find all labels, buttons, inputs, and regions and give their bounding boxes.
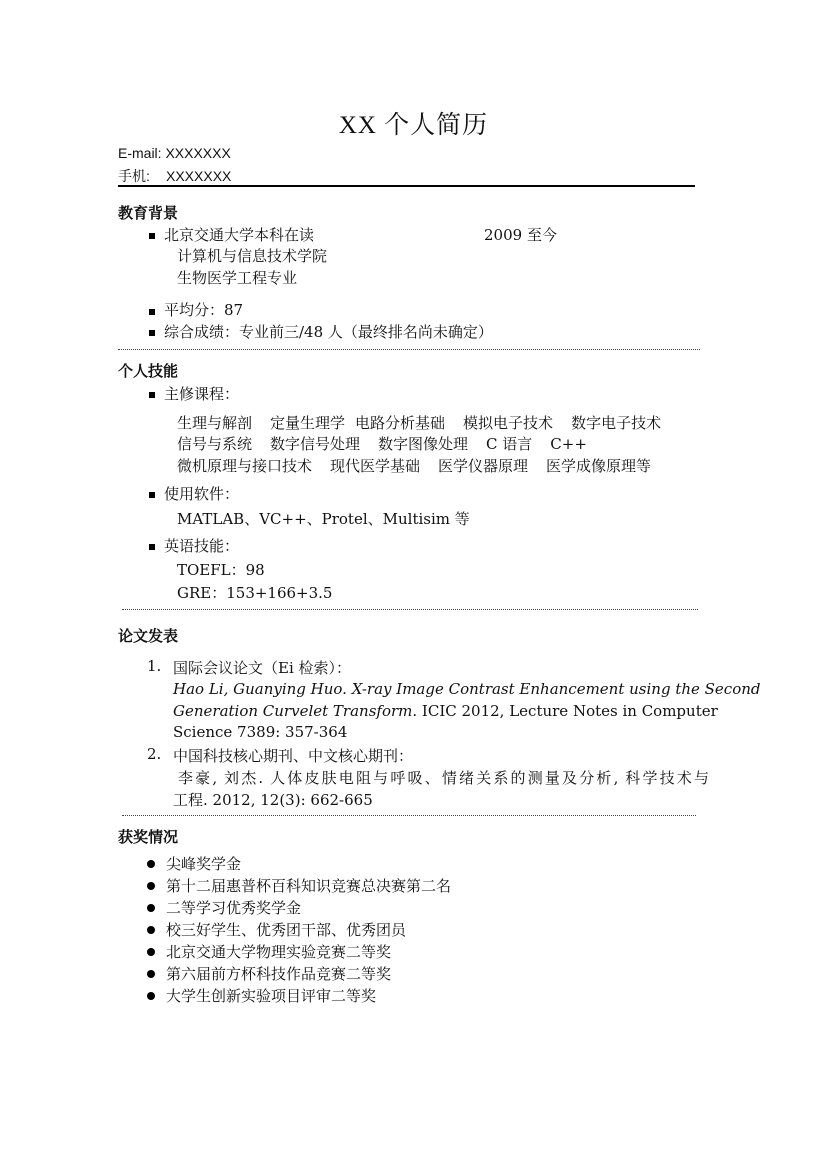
bullet-dot-icon <box>147 948 155 956</box>
education-major: 生物医学工程专业 <box>177 269 298 287</box>
paper-citation-line: 李豪, 刘杰. 人体皮肤电阻与呼吸、情绪关系的测量及分析, 科学技术与 <box>178 769 709 787</box>
award-item: 大学生创新实验项目评审二等奖 <box>166 987 377 1005</box>
award-item: 二等学习优秀奖学金 <box>166 899 302 917</box>
education-gpa: 平均分：87 <box>164 301 244 319</box>
course-item: 现代医学基础 <box>330 457 421 475</box>
paper-category: 国际会议论文（Ei 检索）： <box>173 659 352 677</box>
course-item: 生理与解剖 <box>177 414 253 432</box>
courses-row <box>177 433 587 454</box>
papers-heading: 论文发表 <box>118 627 179 645</box>
paper-citation-line <box>173 702 718 720</box>
bullet-square-icon <box>149 492 155 498</box>
section-divider <box>122 609 698 610</box>
award-item: 第十二届惠普杯百科知识竞赛总决赛第二名 <box>166 877 452 895</box>
bullet-dot-icon <box>147 992 155 1000</box>
courses-row <box>177 455 651 476</box>
phone-line <box>118 166 231 186</box>
bullet-square-icon <box>149 330 155 336</box>
education-ranking: 综合成绩：专业前三/48 人（最终排名尚未确定） <box>164 323 493 341</box>
phone-value: XXXXXXX <box>166 168 232 184</box>
paper-citation-line: 工程. 2012, 12(3): 662-665 <box>173 791 373 809</box>
paper-number: 2. <box>147 745 162 763</box>
paper-venue-part: . ICIC 2012, Lecture Notes in Computer <box>412 702 718 720</box>
courses-label: 主修课程： <box>164 385 240 403</box>
bullet-square-icon <box>149 233 155 239</box>
award-item: 尖峰奖学金 <box>166 855 242 873</box>
bullet-dot-icon <box>147 904 155 912</box>
course-item: C 语言 <box>486 435 533 453</box>
course-item: 医学成像原理等 <box>546 457 652 475</box>
course-item: 模拟电子技术 <box>463 414 554 432</box>
page-title: XX 个人简历 <box>338 112 489 139</box>
award-item: 校三好学生、优秀团干部、优秀团员 <box>166 921 407 939</box>
email-line: E-mail: XXXXXXX <box>118 145 231 161</box>
education-heading: 教育背景 <box>118 204 179 222</box>
course-item: 电路分析基础 <box>355 414 446 432</box>
paper-number: 1. <box>147 657 162 675</box>
english-label: 英语技能： <box>164 537 240 555</box>
course-item: 定量生理学 <box>270 414 346 432</box>
header-divider <box>118 185 695 187</box>
software-label: 使用软件： <box>164 485 240 503</box>
course-item: 医学仪器原理 <box>438 457 529 475</box>
paper-title-part: Generation Curvelet Transform <box>173 702 413 720</box>
bullet-square-icon <box>149 544 155 550</box>
bullet-dot-icon <box>147 970 155 978</box>
course-item: 数字电子技术 <box>571 414 662 432</box>
award-item: 北京交通大学物理实验竞赛二等奖 <box>166 943 392 961</box>
section-divider <box>118 349 700 350</box>
education-college: 计算机与信息技术学院 <box>177 247 328 265</box>
skills-heading: 个人技能 <box>118 362 179 380</box>
courses-row <box>177 412 661 433</box>
education-period: 2009 至今 <box>484 226 557 244</box>
paper-citation-line: Hao Li, Guanying Huo. X-ray Image Contrast Enhancement using the Second <box>173 680 761 698</box>
course-item: C++ <box>550 435 587 453</box>
course-item: 数字信号处理 <box>270 435 361 453</box>
paper-category: 中国科技核心期刊、中文核心期刊： <box>173 747 414 765</box>
paper-citation-line: Science 7389: 357-364 <box>173 723 348 741</box>
course-item: 信号与系统 <box>177 435 253 453</box>
toefl-score: TOEFL：98 <box>177 561 265 579</box>
bullet-square-icon <box>149 392 155 398</box>
bullet-dot-icon <box>147 926 155 934</box>
course-item: 数字图像处理 <box>378 435 469 453</box>
awards-heading: 获奖情况 <box>118 828 179 846</box>
course-item: 微机原理与接口技术 <box>177 457 313 475</box>
bullet-dot-icon <box>147 882 155 890</box>
software-list: MATLAB、VC++、Protel、Multisim 等 <box>177 510 470 528</box>
bullet-dot-icon <box>147 860 155 868</box>
award-item: 第六届前方杯科技作品竞赛二等奖 <box>166 965 392 983</box>
bullet-square-icon <box>149 309 155 315</box>
education-school: 北京交通大学本科在读 <box>164 226 315 244</box>
section-divider <box>122 815 696 816</box>
gre-score: GRE：153+166+3.5 <box>177 584 333 602</box>
phone-label: 手机: <box>118 168 150 184</box>
